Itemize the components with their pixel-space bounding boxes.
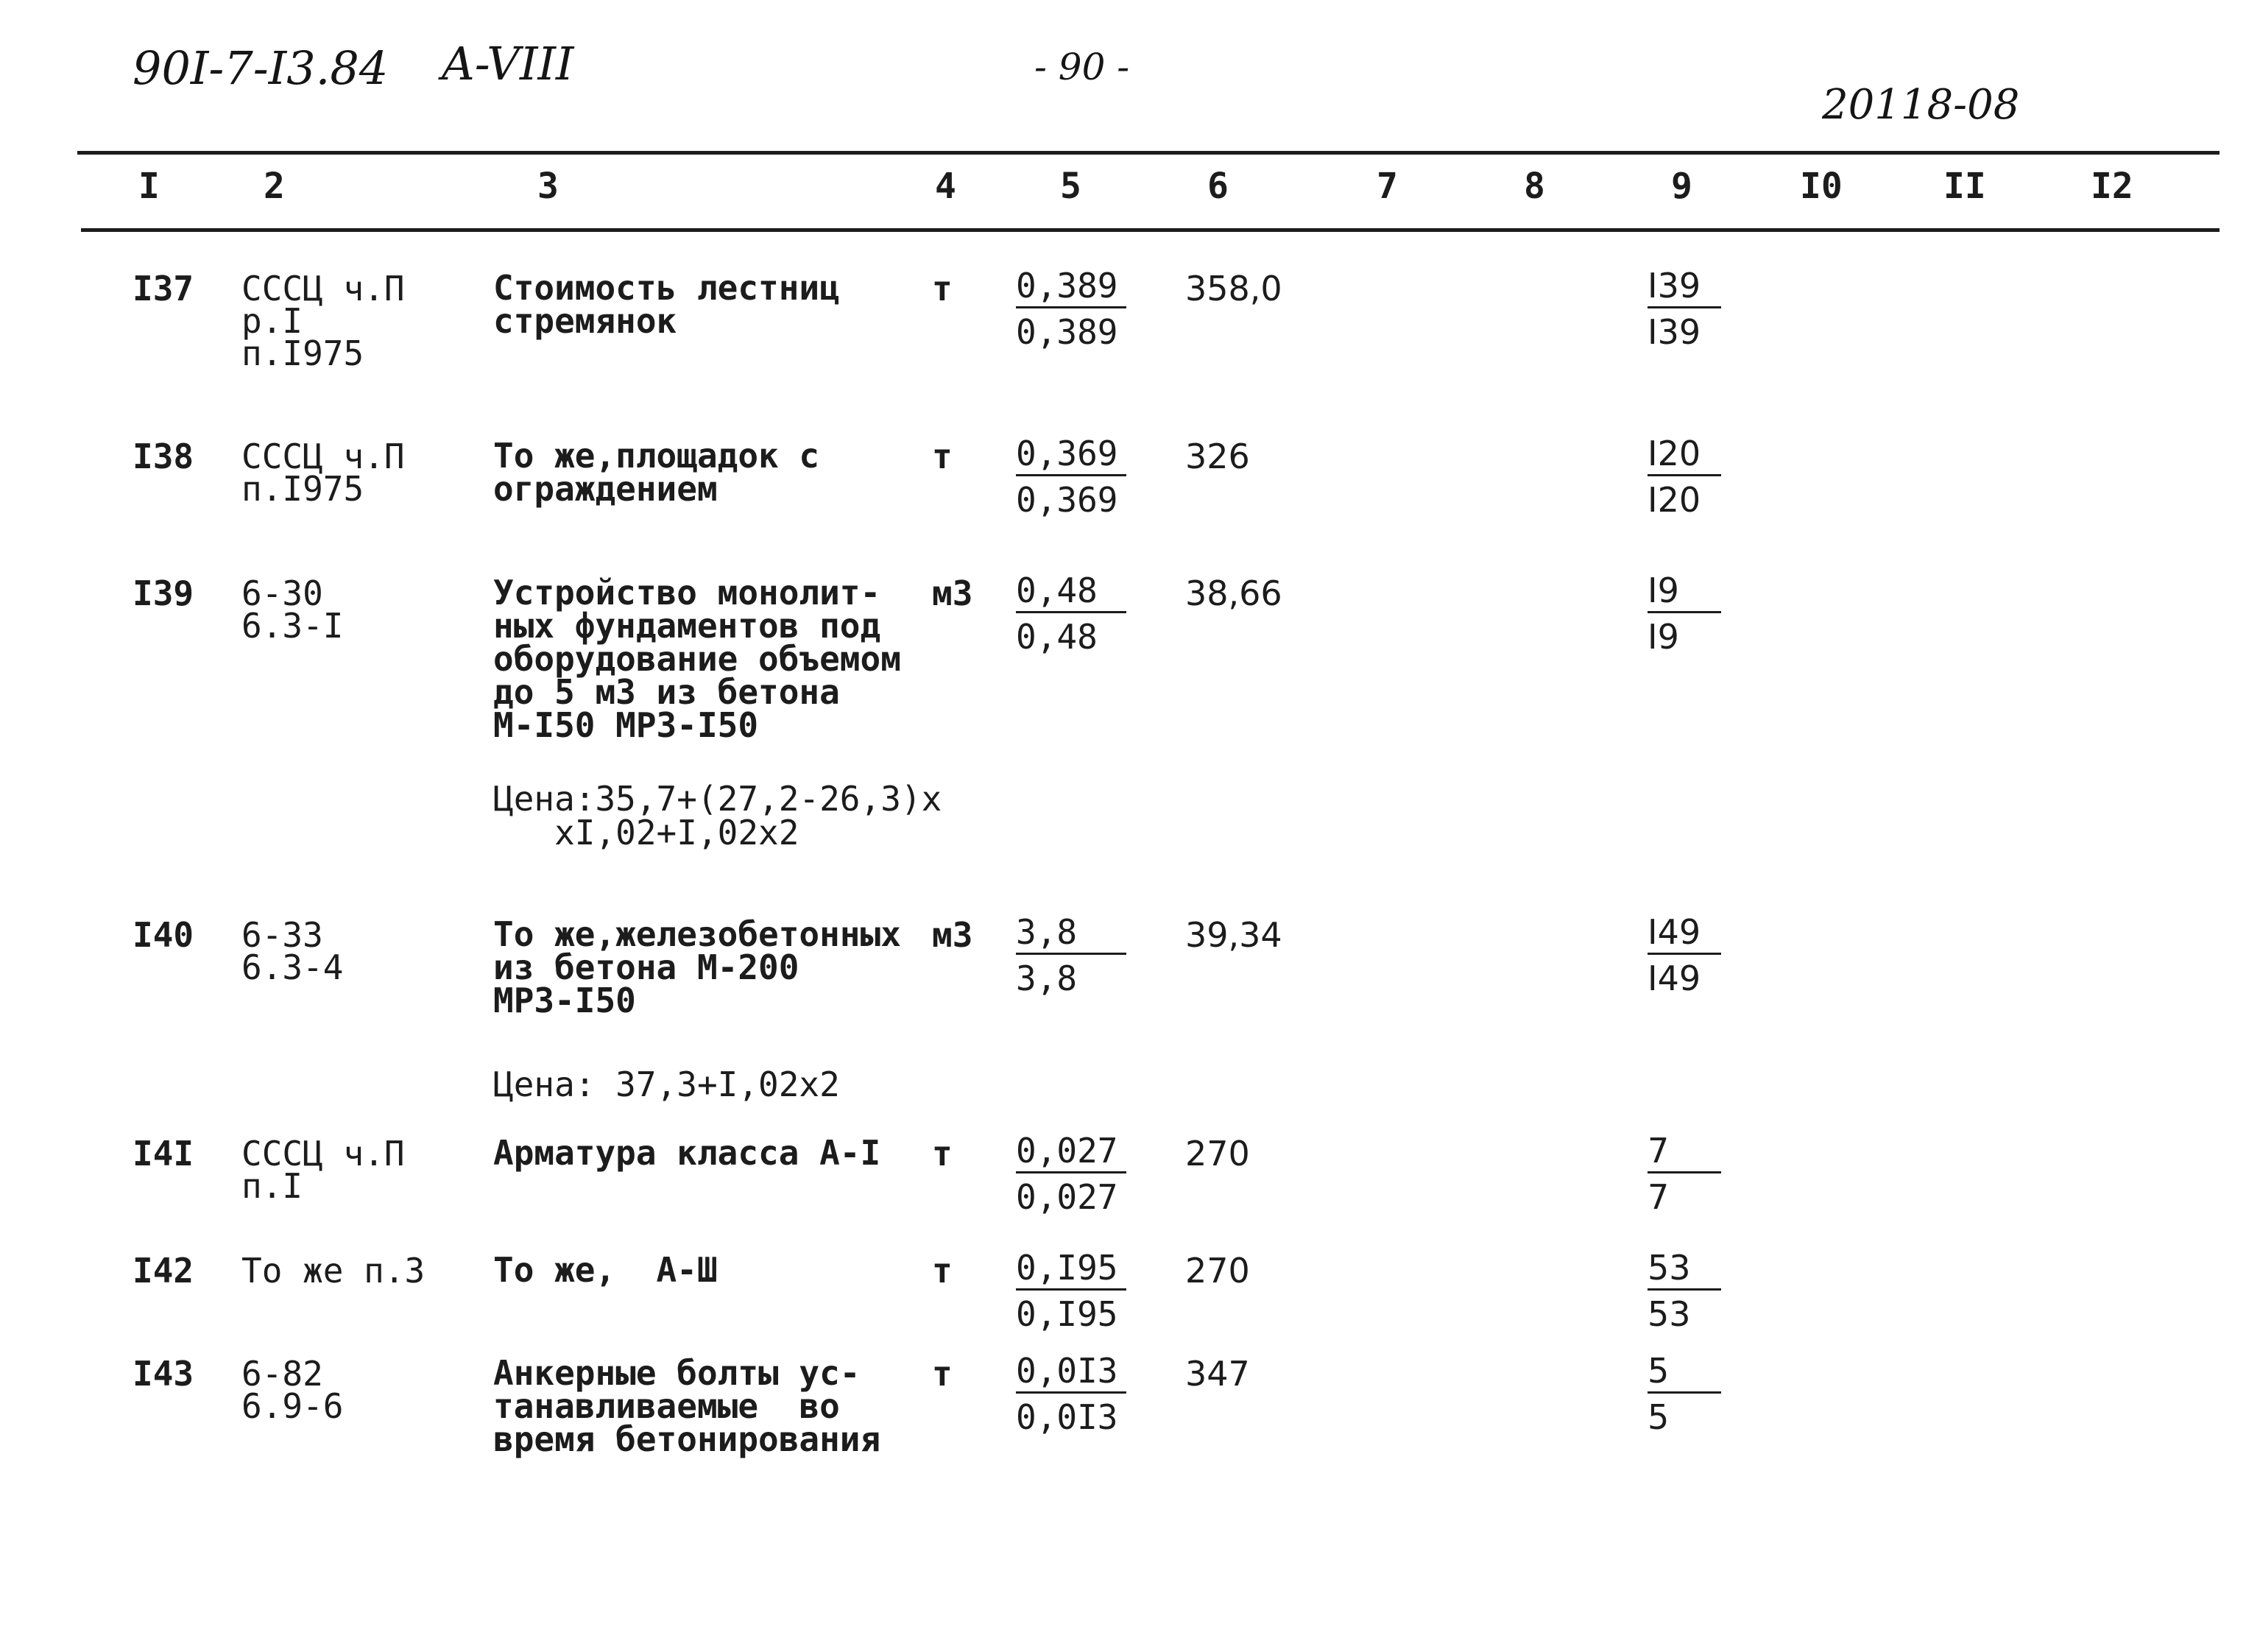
total-denominator: 7 xyxy=(1648,1177,1670,1217)
row-code-line: СССЦ ч.П xyxy=(241,269,405,308)
row-description-line: Анкерные болты ус- xyxy=(493,1353,861,1393)
row-unit: т xyxy=(932,1354,953,1394)
row-description-line: Устройство монолит- xyxy=(493,573,881,613)
row-price-note-line: Цена:35,7+(27,2-26,3)х xyxy=(493,779,942,819)
row-description-line: То же, А-Ш xyxy=(493,1250,718,1290)
row-code-line: п.I xyxy=(241,1166,303,1206)
quantity-denominator: 0,I95 xyxy=(1016,1294,1118,1334)
row-quantity xyxy=(1016,1133,1126,1215)
total-numerator: 7 xyxy=(1648,1133,1721,1173)
column-header: I0 xyxy=(1800,166,1843,207)
total-numerator: 5 xyxy=(1648,1353,1721,1394)
row-unit-price: 358,0 xyxy=(1185,269,1282,308)
quantity-numerator: 0,027 xyxy=(1016,1133,1126,1173)
total-denominator: I20 xyxy=(1648,480,1701,520)
column-header: 8 xyxy=(1524,166,1545,207)
total-numerator: I9 xyxy=(1648,573,1721,613)
row-code-line: п.I975 xyxy=(241,333,364,373)
row-unit-price: 347 xyxy=(1185,1354,1250,1394)
total-denominator: I49 xyxy=(1648,959,1701,998)
total-denominator: 53 xyxy=(1648,1294,1691,1334)
row-number: I43 xyxy=(133,1354,194,1394)
row-description-line: танавливаемые во xyxy=(493,1386,840,1426)
album-number: A-VIII xyxy=(442,37,574,91)
row-total xyxy=(1648,1353,1721,1435)
total-denominator: I9 xyxy=(1648,617,1679,657)
row-price-note-line: Цена: 37,3+I,02х2 xyxy=(493,1065,840,1104)
row-unit: т xyxy=(932,1134,953,1173)
quantity-denominator: 3,8 xyxy=(1016,959,1078,998)
row-unit: м3 xyxy=(932,915,973,955)
row-code-line: СССЦ ч.П xyxy=(241,1134,405,1173)
row-description-line: время бетонирования xyxy=(493,1419,881,1459)
row-unit-price: 326 xyxy=(1185,437,1250,476)
column-header: 4 xyxy=(935,166,956,207)
row-total xyxy=(1648,1250,1721,1332)
row-description-line: Стоимость лестниц xyxy=(493,268,840,308)
column-header: 7 xyxy=(1377,166,1398,207)
row-number: I37 xyxy=(133,269,194,308)
quantity-denominator: 0,389 xyxy=(1016,312,1118,352)
row-code-line: 6.9-6 xyxy=(241,1386,344,1426)
column-header: 6 xyxy=(1207,166,1229,207)
column-header: I xyxy=(138,166,160,207)
quantity-numerator: 0,48 xyxy=(1016,573,1126,613)
page-number: - 90 - xyxy=(1034,46,1130,88)
row-unit: м3 xyxy=(932,573,973,613)
row-description-line: из бетона М-200 xyxy=(493,947,799,987)
quantity-denominator: 0,0I3 xyxy=(1016,1397,1118,1437)
quantity-numerator: 0,0I3 xyxy=(1016,1353,1126,1394)
row-number: I4I xyxy=(133,1134,194,1173)
total-denominator: 5 xyxy=(1648,1397,1670,1437)
row-description-line: То же,площадок с xyxy=(493,436,820,476)
row-code-line: 6-30 xyxy=(241,573,323,613)
column-header: II xyxy=(1943,166,1986,207)
row-description-line: ных фундаментов под xyxy=(493,606,881,646)
total-numerator: I39 xyxy=(1648,268,1721,308)
row-unit: т xyxy=(932,269,953,308)
row-code-line: 6.3-4 xyxy=(241,947,344,987)
row-description-line: То же,железобетонных xyxy=(493,914,901,954)
total-numerator: I20 xyxy=(1648,436,1721,476)
quantity-denominator: 0,369 xyxy=(1016,480,1118,520)
row-code-line: 6.3-I xyxy=(241,606,344,646)
row-unit-price: 39,34 xyxy=(1185,915,1282,955)
row-unit-price: 270 xyxy=(1185,1251,1250,1291)
column-header: I2 xyxy=(2091,166,2133,207)
row-number: I38 xyxy=(133,437,194,476)
row-number: I39 xyxy=(133,573,194,613)
row-unit-price: 270 xyxy=(1185,1134,1250,1173)
row-code-line: СССЦ ч.П xyxy=(241,437,405,476)
row-unit-price: 38,66 xyxy=(1185,573,1282,613)
row-total xyxy=(1648,1133,1721,1215)
row-description-line: ограждением xyxy=(493,469,718,509)
row-description-line: М-I50 МРЗ-I50 xyxy=(493,705,759,745)
header-rule xyxy=(81,228,2220,232)
row-quantity xyxy=(1016,436,1126,518)
row-description-line: МРЗ-I50 xyxy=(493,981,636,1020)
row-quantity xyxy=(1016,1353,1126,1435)
quantity-numerator: 3,8 xyxy=(1016,914,1126,955)
total-numerator: I49 xyxy=(1648,914,1721,955)
quantity-denominator: 0,48 xyxy=(1016,617,1098,657)
row-code-line: п.I975 xyxy=(241,469,364,509)
top-rule xyxy=(77,151,2220,155)
column-header: 5 xyxy=(1060,166,1081,207)
column-header: 3 xyxy=(537,166,559,207)
column-header: 9 xyxy=(1671,166,1692,207)
row-total xyxy=(1648,268,1721,350)
row-description-line: до 5 м3 из бетона xyxy=(493,672,840,712)
row-unit: т xyxy=(932,1251,953,1291)
row-total xyxy=(1648,571,1721,657)
row-code-line: 6-82 xyxy=(241,1354,323,1394)
row-quantity xyxy=(1016,268,1126,350)
row-number: I42 xyxy=(133,1251,194,1291)
row-code-line: 6-33 xyxy=(241,915,323,955)
document-code: 90I-7-I3.84 xyxy=(133,41,389,95)
quantity-numerator: 0,I95 xyxy=(1016,1250,1126,1291)
quantity-denominator: 0,027 xyxy=(1016,1177,1118,1217)
row-total xyxy=(1648,436,1721,518)
row-description-line: Арматура класса А-I xyxy=(493,1133,881,1173)
quantity-numerator: 0,369 xyxy=(1016,436,1126,476)
row-unit: т xyxy=(932,437,953,476)
row-code-line: То же п.3 xyxy=(241,1251,425,1291)
total-numerator: 53 xyxy=(1648,1250,1721,1291)
row-description-line: стремянок xyxy=(493,301,677,341)
archive-stamp: 20118-08 xyxy=(1822,81,2020,129)
row-total xyxy=(1648,914,1721,996)
row-description-line: оборудование объемом xyxy=(493,639,901,679)
quantity-numerator: 0,389 xyxy=(1016,268,1126,308)
total-denominator: I39 xyxy=(1648,312,1701,352)
row-quantity xyxy=(1016,914,1126,996)
row-number: I40 xyxy=(133,915,194,955)
column-header: 2 xyxy=(264,166,285,207)
row-price-note-line: хI,02+I,02х2 xyxy=(493,813,799,853)
row-code-line: р.I xyxy=(241,301,303,341)
row-quantity xyxy=(1016,571,1126,657)
row-quantity xyxy=(1016,1250,1126,1332)
